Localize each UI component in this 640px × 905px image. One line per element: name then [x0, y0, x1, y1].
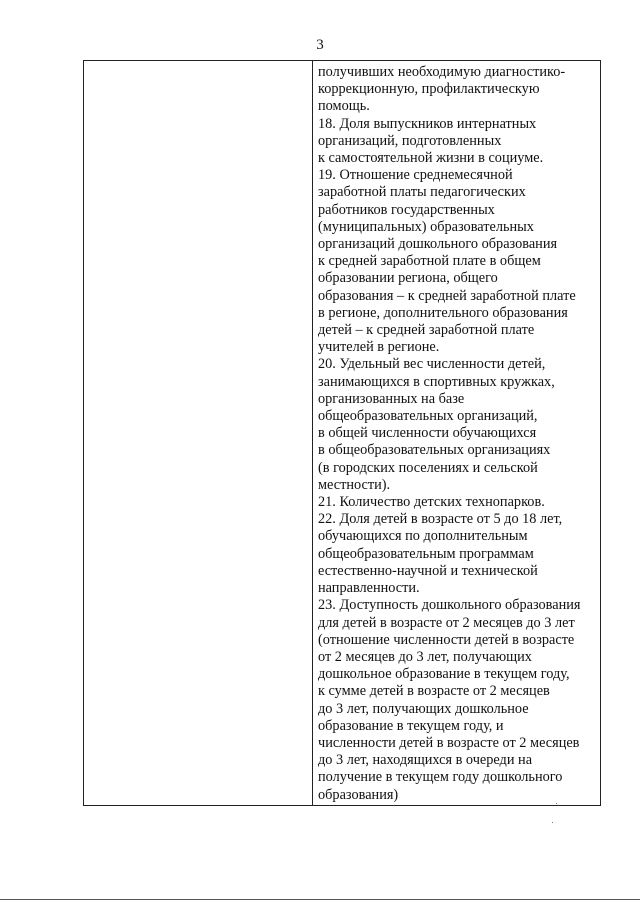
- text-line: численности детей в возрасте от 2 месяцев: [318, 734, 580, 751]
- text-line: от 2 месяцев до 3 лет, получающих: [318, 648, 532, 665]
- text-line: 20. Удельный вес численности детей,: [318, 356, 546, 373]
- scan-speck: [556, 803, 557, 804]
- scan-edge-line: [0, 899, 640, 900]
- text-line: получение в текущем году дошкольного: [318, 769, 563, 786]
- text-line: обучающихся по дополнительным: [318, 528, 528, 545]
- text-line: 22. Доля детей в возрасте от 5 до 18 лет,: [318, 511, 563, 528]
- scan-speck: [552, 822, 553, 823]
- text-line: в регионе, дополнительного образования: [318, 304, 568, 321]
- text-line: организаций дошкольного образования: [318, 236, 558, 253]
- text-line: учителей в регионе.: [318, 339, 440, 356]
- text-line: образование в текущем году, и: [318, 717, 504, 734]
- text-line: к средней заработной плате в общем: [318, 253, 541, 270]
- text-line: образовании региона, общего: [318, 270, 498, 287]
- text-line: до 3 лет, получающих дошкольное: [318, 700, 529, 717]
- text-line: в общей численности обучающихся: [318, 425, 537, 442]
- text-line: 18. Доля выпускников интернатных: [318, 115, 537, 132]
- text-line: местности).: [318, 476, 391, 493]
- text-line: естественно-научной и технической: [318, 562, 538, 579]
- text-line: общеобразовательным программам: [318, 545, 534, 562]
- text-line: (муниципальных) образовательных: [318, 218, 534, 235]
- text-line: работников государственных: [318, 201, 495, 218]
- text-line: (отношение численности детей в возрасте: [318, 631, 575, 648]
- text-line: заработной платы педагогических: [318, 184, 526, 201]
- text-line: коррекционную, профилактическую: [318, 81, 540, 98]
- text-line: организованных на базе: [318, 390, 465, 407]
- text-line: (в городских поселениях и сельской: [318, 459, 538, 476]
- text-line: до 3 лет, находящихся в очереди на: [318, 752, 533, 769]
- text-line: в общеобразовательных организациях: [318, 442, 551, 459]
- indicators-text-cell: [313, 61, 600, 805]
- text-line: направленности.: [318, 580, 420, 597]
- text-line: организаций, подготовленных: [318, 132, 502, 149]
- left-empty-cell: [84, 61, 312, 805]
- text-line: дошкольное образование в текущем году,: [318, 666, 570, 683]
- text-line: образования): [318, 786, 399, 803]
- text-line: детей – к средней заработной плате: [318, 322, 535, 339]
- text-line: получивших необходимую диагностико-: [318, 64, 566, 80]
- text-line: общеобразовательных организаций,: [318, 408, 538, 425]
- page-number: 3: [316, 37, 324, 53]
- text-line: занимающихся в спортивных кружках,: [318, 373, 555, 390]
- text-line: к сумме детей в возрасте от 2 месяцев: [318, 683, 550, 700]
- text-line: 19. Отношение среднемесячной: [318, 167, 513, 184]
- text-line: 21. Количество детских технопарков.: [318, 494, 545, 511]
- text-line: 23. Доступность дошкольного образования: [318, 597, 581, 614]
- text-line: образования – к средней заработной плате: [318, 287, 576, 304]
- text-line: помощь.: [318, 98, 370, 115]
- text-line: к самостоятельной жизни в социуме.: [318, 150, 544, 167]
- text-line: для детей в возрасте от 2 месяцев до 3 лет: [318, 614, 575, 631]
- indicators-table: [83, 60, 601, 806]
